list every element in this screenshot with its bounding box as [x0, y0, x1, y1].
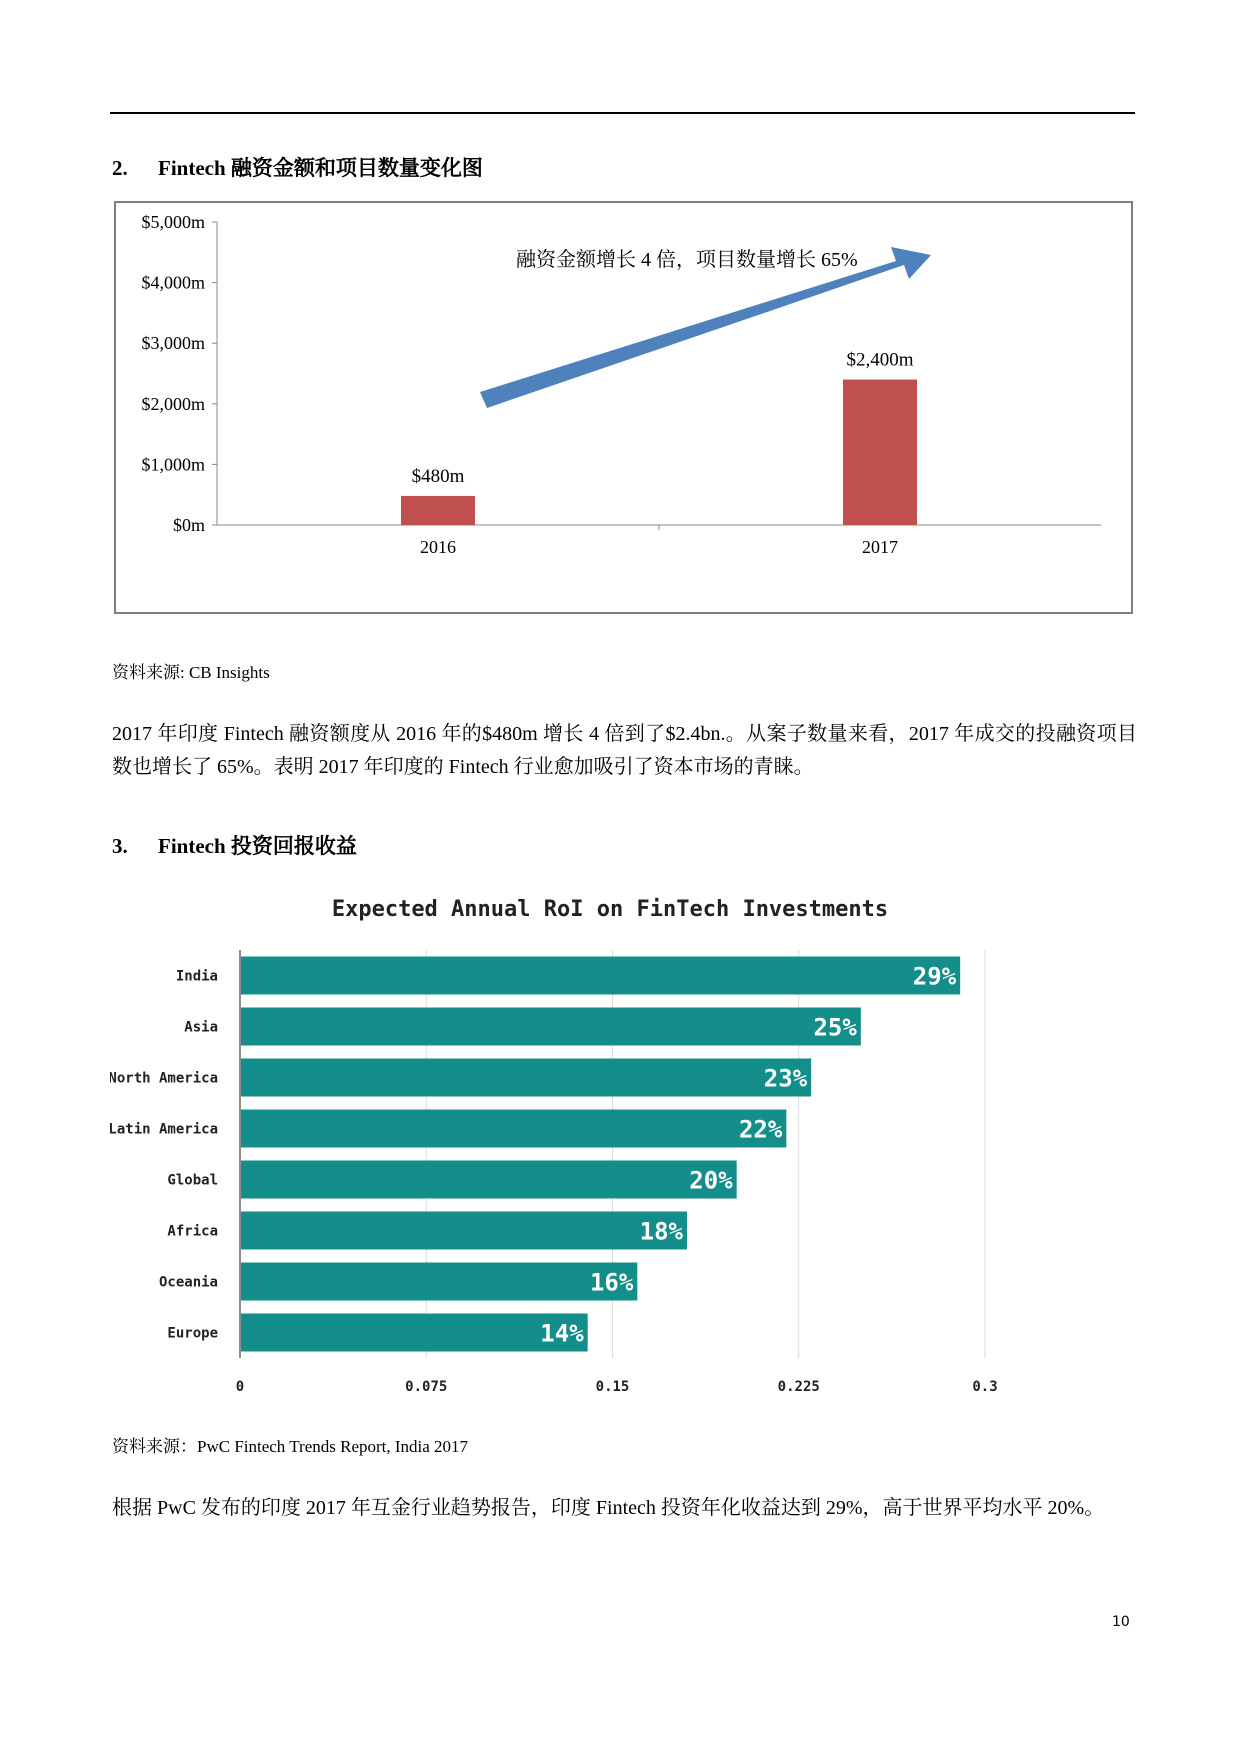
category-label: North America — [110, 1070, 218, 1087]
bar-latin-america — [241, 1110, 786, 1148]
bar-value-label: 14% — [540, 1319, 584, 1348]
source-note-1: 资料来源: CB Insights — [112, 663, 270, 682]
bar-value-label: 23% — [763, 1064, 808, 1093]
x-tick-label: 0.225 — [777, 1379, 820, 1395]
top-rule — [110, 112, 1135, 114]
bar-africa — [241, 1212, 687, 1250]
section-2-title: Fintech 融资金额和项目数量变化图 — [158, 156, 483, 180]
section-3-title: Fintech 投资回报收益 — [158, 834, 357, 858]
y-tick-label: $4,000m — [141, 272, 205, 293]
paragraph-2: 根据 PwC 发布的印度 2017 年互金行业趋势报告，印度 Fintech 投资年化收益达到 29%，高于世界平均水平 20%。 — [112, 1497, 1105, 1519]
bar-value-label: 29% — [912, 962, 957, 991]
funding-chart — [114, 201, 1133, 614]
category-label: Oceania — [158, 1274, 218, 1291]
bar-oceania — [241, 1263, 637, 1301]
bar-value-label: 16% — [589, 1268, 634, 1297]
x-tick-label: 0.075 — [405, 1379, 448, 1395]
category-label: Africa — [167, 1223, 218, 1240]
x-tick-label: 2016 — [420, 537, 456, 557]
roi-chart — [110, 880, 1140, 1420]
bar-india — [241, 957, 960, 995]
x-tick-label: 0.3 — [972, 1379, 998, 1395]
category-label: Europe — [167, 1325, 218, 1342]
roi-chart-title: Expected Annual RoI on FinTech Investments — [331, 897, 889, 922]
bar-2017 — [843, 380, 917, 525]
y-tick-label: $0m — [172, 515, 205, 535]
bar-2016 — [401, 496, 475, 525]
bar-asia — [241, 1008, 861, 1046]
funding-chart-svg — [116, 203, 1131, 612]
category-label: Latin America — [110, 1121, 218, 1138]
page-number: 10 — [1112, 1614, 1130, 1630]
y-tick-label: $3,000m — [141, 333, 205, 354]
y-tick-label: $2,000m — [141, 393, 205, 414]
bar-north-america — [241, 1059, 811, 1097]
bar-europe — [241, 1314, 588, 1352]
paragraph-1: 2017 年印度 Fintech 融资额度从 2016 年的$480m 增长 4 倍到了$2.4bn.。从案子数量来看，2017 年成交的投融资项目数也增长了 65%。表明 2017 年印度的 Fintech 行业愈加吸引了资本市场的青睐。 — [112, 723, 1137, 778]
chart-annotation: 融资金额增长 4 倍，项目数量增长 65% — [516, 249, 858, 271]
category-label: India — [175, 968, 218, 985]
bar-value-label: $2,400m — [846, 349, 914, 371]
section-2-number: 2. — [112, 156, 128, 180]
y-tick-label: $5,000m — [141, 212, 205, 232]
category-label: Global — [167, 1172, 218, 1189]
roi-chart-svg — [110, 880, 1140, 1420]
x-tick-label: 0.15 — [595, 1379, 630, 1395]
y-tick-label: $1,000m — [141, 454, 205, 475]
bar-value-label: 25% — [813, 1013, 857, 1042]
bar-value-label: 22% — [738, 1115, 783, 1144]
section-2-heading — [112, 152, 483, 182]
bar-value-label: $480m — [411, 465, 465, 487]
bar-value-label: 20% — [689, 1166, 733, 1195]
x-tick-label: 0 — [235, 1379, 245, 1395]
category-label: Asia — [184, 1019, 218, 1036]
bar-value-label: 18% — [639, 1217, 683, 1246]
x-tick-label: 2017 — [862, 537, 898, 557]
bar-global — [241, 1161, 737, 1199]
section-3-heading — [112, 830, 357, 860]
source-note-2: 资料来源：PwC Fintech Trends Report, India 2017 — [112, 1437, 469, 1456]
section-3-number: 3. — [112, 834, 128, 858]
